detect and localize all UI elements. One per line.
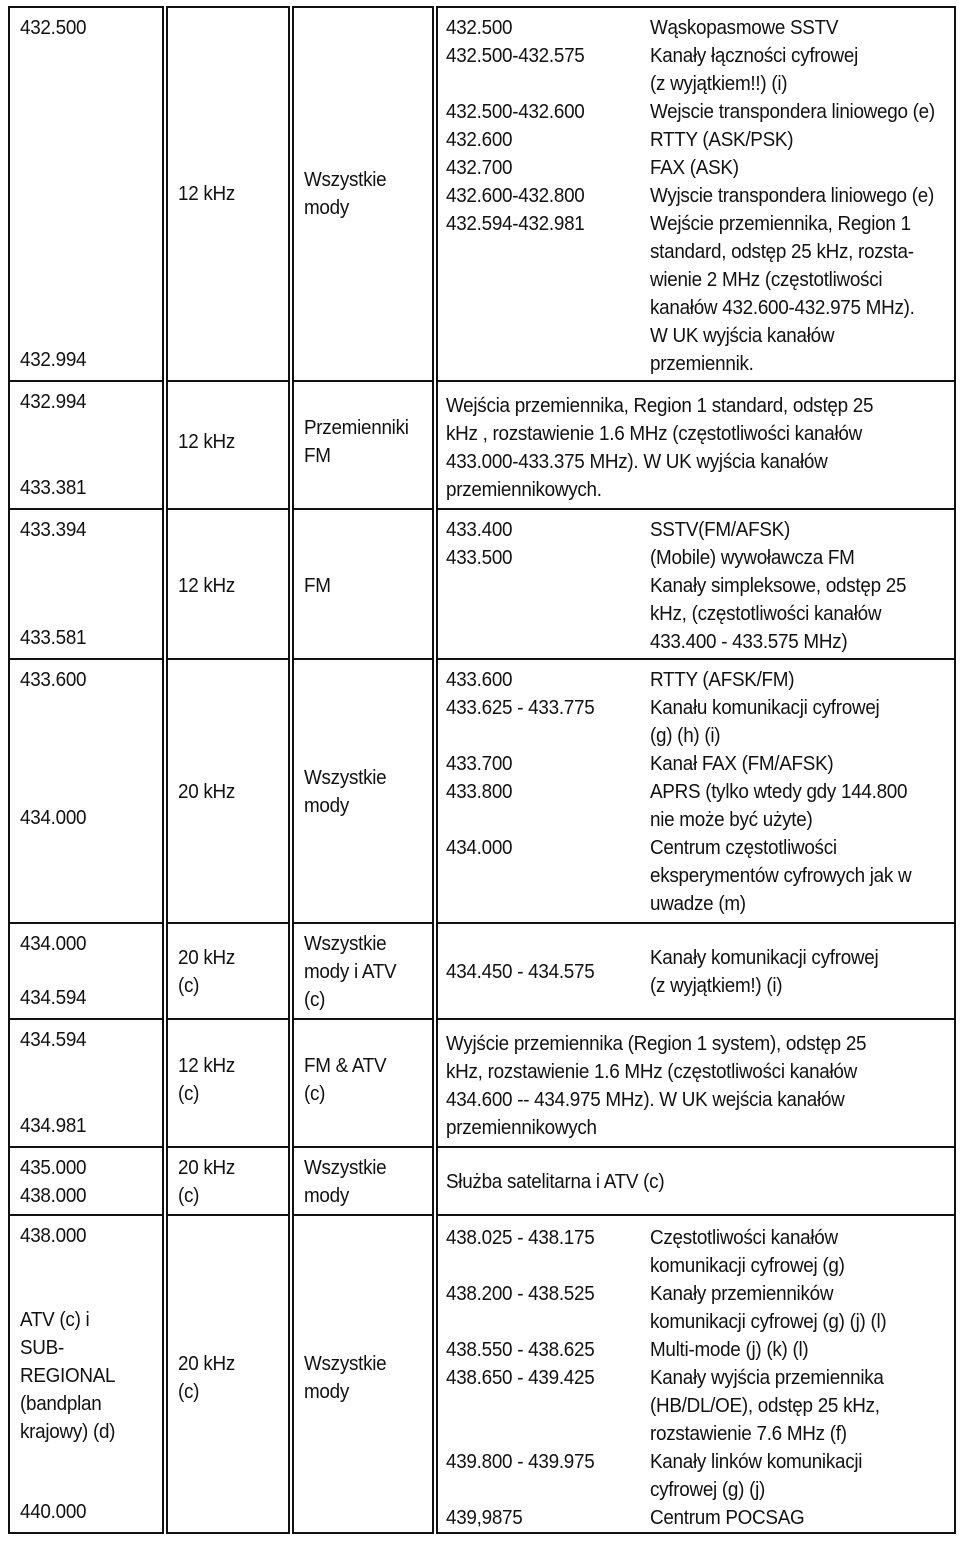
- frequency-list: 433.600 433.625 - 433.775 433.700 433.800 434.000: [446, 668, 595, 859]
- range-end: 433.581: [20, 626, 87, 649]
- range-end: 434.000: [20, 806, 87, 829]
- range-end: 433.381: [20, 476, 87, 499]
- usage-cell: [436, 658, 956, 924]
- mode-cell: [292, 380, 434, 510]
- range-start: 434.000: [20, 932, 87, 955]
- mode: FM: [304, 574, 331, 597]
- range-cell: [8, 922, 164, 1020]
- usage-text: Wejścia przemiennika, Region 1 standard, odstęp 25 kHz , rozstawienie 1.6 MHz (częstotliwości kanałów 433.000-433.375 MHz). W UK wyjścia kanałów przemiennikowych.: [446, 394, 874, 501]
- description-list: Wąskopasmowe SSTV Kanały łączności cyfrowej (z wyjątkiem!!) (i) Wejscie transpondera liniowego (e) RTTY (ASK/PSK) FAX (ASK) Wyjscie transpondera liniowego (e) Wejście przemiennika, Region 1 standard, odstęp 25 kHz, rozsta- wienie 2 MHz (częstotliwości kanałów 432.600-432.975 MHz). W UK wyjścia kanałów przemiennik.: [650, 16, 935, 375]
- range-cell: [8, 380, 164, 510]
- range-start: 432.994: [20, 390, 87, 413]
- table-row: [8, 6, 956, 382]
- description-list: SSTV(FM/AFSK) (Mobile) wywoławcza FM Kanały simpleksowe, odstęp 25 kHz, (częstotliwości kanałów 433.400 - 433.575 MHz): [650, 518, 907, 653]
- mode: Wszystkie mody: [304, 1156, 387, 1207]
- range-start: 438.000: [20, 1224, 87, 1247]
- range-cell: [8, 508, 164, 660]
- range-start: 432.500: [20, 16, 87, 39]
- usage-text: Wyjście przemiennika (Region 1 system), odstęp 25 kHz, rozstawienie 1.6 MHz (częstotliwości kanałów 434.600 -- 434.975 MHz). W UK wejścia kanałów przemiennikowych: [446, 1032, 867, 1139]
- frequency-list: 432.500 432.500-432.575 432.500-432.600 432.600 432.700 432.600-432.800 432.594-432.981: [446, 16, 585, 235]
- bandwidth: 20 kHz: [178, 780, 236, 803]
- bandwidth: 20 kHz (c): [178, 946, 236, 997]
- mode: Przemienniki FM: [304, 416, 409, 467]
- usage-text: Służba satelitarna i ATV (c): [446, 1170, 665, 1193]
- bandwidth-cell: [166, 922, 290, 1020]
- mode: Wszystkie mody: [304, 766, 387, 817]
- mode-cell: [292, 1146, 434, 1216]
- range-cell: [8, 1214, 164, 1534]
- usage-cell: [436, 922, 956, 1020]
- range-start: 433.600: [20, 668, 87, 691]
- bandwidth-cell: [166, 1146, 290, 1216]
- bandwidth: 12 kHz (c): [178, 1054, 236, 1105]
- mode-cell: [292, 658, 434, 924]
- table-row: [8, 658, 956, 924]
- table-row: [8, 380, 956, 510]
- bandwidth: 12 kHz: [178, 430, 236, 453]
- range-end: 434.981: [20, 1114, 87, 1137]
- range-cell: [8, 6, 164, 382]
- frequency-list: 434.450 - 434.575: [446, 960, 595, 983]
- usage-cell: [436, 1146, 956, 1216]
- mode-cell: [292, 508, 434, 660]
- range-cell: [8, 658, 164, 924]
- description-list: RTTY (AFSK/FM) Kanału komunikacji cyfrowej (g) (h) (i) Kanał FAX (FM/AFSK) APRS (tylko wtedy gdy 144.800 nie może być użyte) Centrum częstotliwości eksperymentów cyfrowych jak w uwadze (m): [650, 668, 912, 915]
- bandwidth-cell: [166, 1214, 290, 1534]
- frequency-list: 433.400 433.500: [446, 518, 513, 569]
- usage-cell: [436, 380, 956, 510]
- range-start: 433.394: [20, 518, 87, 541]
- bandwidth: 20 kHz (c): [178, 1352, 236, 1403]
- bandwidth: 12 kHz: [178, 574, 236, 597]
- description-list: Kanały komunikacji cyfrowej (z wyjątkiem!) (i): [650, 946, 879, 997]
- usage-cell: [436, 508, 956, 660]
- frequency-list: 438.025 - 438.175 438.200 - 438.525 438.550 - 438.625 438.650 - 439.425 439.800 - 439.975 439,9875: [446, 1226, 595, 1529]
- bandwidth: 20 kHz (c): [178, 1156, 236, 1207]
- mode: Wszystkie mody: [304, 168, 387, 219]
- bandwidth-cell: [166, 508, 290, 660]
- usage-cell: [436, 1214, 956, 1534]
- bandwidth-cell: [166, 1018, 290, 1148]
- mode-cell: [292, 1018, 434, 1148]
- range-note: ATV (c) i SUB- REGIONAL (bandplan krajowy) (d): [20, 1308, 116, 1443]
- bandwidth-cell: [166, 658, 290, 924]
- bandwidth-cell: [166, 380, 290, 510]
- table-row: [8, 1146, 956, 1216]
- range-end: 440.000: [20, 1500, 87, 1523]
- table-row: [8, 1018, 956, 1148]
- table-row: [8, 1214, 956, 1534]
- mode: FM & ATV (c): [304, 1054, 387, 1105]
- range-start: 434.594: [20, 1028, 87, 1051]
- range-cell: [8, 1146, 164, 1216]
- mode-cell: [292, 922, 434, 1020]
- mode-cell: [292, 1214, 434, 1534]
- mode-cell: [292, 6, 434, 382]
- mode: Wszystkie mody i ATV (c): [304, 932, 397, 1011]
- description-list: Częstotliwości kanałów komunikacji cyfrowej (g) Kanały przemienników komunikacji cyfrowej (g) (j) (l) Multi-mode (j) (k) (l) Kanały wyjścia przemiennika (HB/DL/OE), odstęp 25 kHz, rozstawienie 7.6 MHz (f) Kanały linków komunikacji cyfrowej (g) (j) Centrum POCSAG: [650, 1226, 887, 1529]
- range-end: 432.994: [20, 348, 87, 371]
- range-cell: [8, 1018, 164, 1148]
- mode: Wszystkie mody: [304, 1352, 387, 1403]
- usage-cell: [436, 1018, 956, 1148]
- table-row: [8, 922, 956, 1020]
- range-start: 435.000 438.000: [20, 1156, 87, 1207]
- table-row: [8, 508, 956, 660]
- bandwidth-cell: [166, 6, 290, 382]
- bandwidth: 12 kHz: [178, 182, 236, 205]
- range-end: 434.594: [20, 986, 87, 1009]
- usage-cell: [436, 6, 956, 382]
